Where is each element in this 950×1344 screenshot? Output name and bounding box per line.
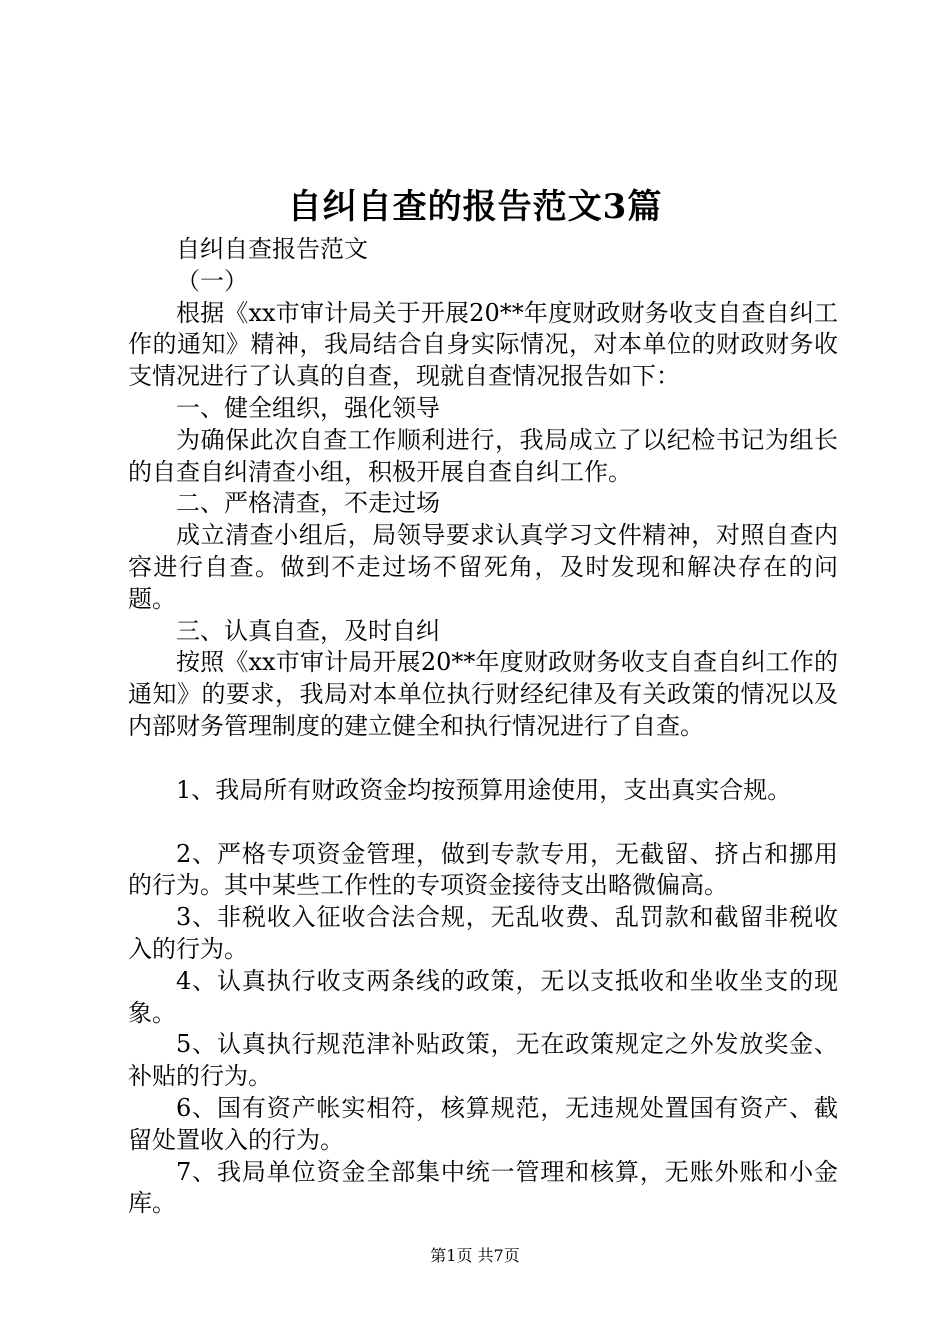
list-item: 5、认真执行规范津补贴政策，无在政策规定之外发放奖金、补贴的行为。 xyxy=(128,1030,838,1091)
paragraph: 根据《xx市审计局关于开展20**年度财政财务收支自查自纠工作的通知》精神，我局结合自身实际情况，对本单位的财政财务收支情况进行了认真的自查，现就自查情况报告如下： xyxy=(128,298,838,391)
page-footer: 第1页 共7页 xyxy=(430,1246,520,1265)
document-body xyxy=(128,234,838,1220)
section-number: （一） xyxy=(176,266,248,295)
paragraph: 成立清查小组后，局领导要求认真学习文件精神，对照自查内容进行自查。做到不走过场不留死角，及时发现和解决存在的问题。 xyxy=(128,521,838,613)
list-item: 1、我局所有财政资金均按预算用途使用，支出真实合规。 xyxy=(176,775,792,804)
document-title: 自纠自查的报告范文3篇 xyxy=(287,187,663,227)
list-item: 4、认真执行收支两条线的政策，无以支抵收和坐收坐支的现象。 xyxy=(128,966,838,1027)
subheading: 三、认真自查，及时自纠 xyxy=(176,616,440,645)
paragraph: 按照《xx市审计局开展20**年度财政财务收支自查自纠工作的通知》的要求，我局对本单位执行财经纪律及有关政策的情况以及内部财务管理制度的建立健全和执行情况进行了自查。 xyxy=(128,648,838,740)
paragraph: 为确保此次自查工作顺利进行，我局成立了以纪检书记为组长的自查自纠清查小组，积极开展自查自纠工作。 xyxy=(128,425,838,486)
list-item: 7、我局单位资金全部集中统一管理和核算，无账外账和小金库。 xyxy=(128,1157,838,1218)
section-heading: 自纠自查报告范文 xyxy=(176,235,368,263)
subheading: 一、健全组织，强化领导 xyxy=(176,393,440,422)
list-item: 6、国有资产帐实相符，核算规范，无违规处置国有资产、截留处置收入的行为。 xyxy=(128,1093,838,1154)
list-item: 3、非税收入征收合法合规，无乱收费、乱罚款和截留非税收入的行为。 xyxy=(128,903,838,963)
subheading: 二、严格清查，不走过场 xyxy=(176,489,440,518)
list-item: 2、严格专项资金管理，做到专款专用，无截留、挤占和挪用的行为。其中某些工作性的专项资金接待支出略微偏高。 xyxy=(128,839,838,900)
